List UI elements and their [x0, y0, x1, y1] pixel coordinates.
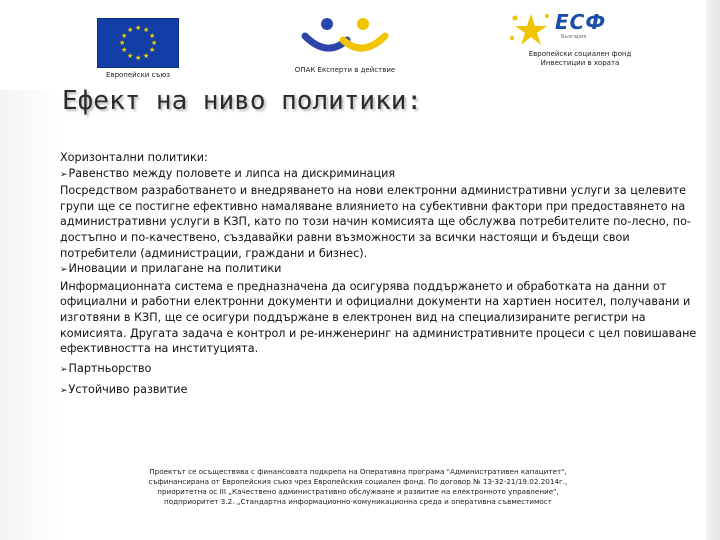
esf-title: ЕСФ [555, 10, 607, 34]
esf-stars-icon [507, 10, 555, 50]
bullet-equality: ➢ Равенство между половете и липса на дискриминация [60, 166, 700, 184]
esf-caption-line-1: Европейски социален фонд [528, 50, 632, 58]
bullet-sustainability: ➢ Устойчиво развитие [60, 382, 700, 400]
left-shadow [0, 90, 60, 540]
logo-header [0, 0, 720, 80]
slide-title: Ефект на ниво политики: [62, 86, 423, 116]
bullet-partnership: ➢ Партньорство [60, 361, 700, 379]
footer-line-4: подприоритет 3.2. „Стандартна информационно-комуникационна среда и оперативна съвместимост [164, 497, 552, 506]
slide-content [60, 150, 700, 400]
esf-caption-line-2: Инвестиции в хората [540, 59, 620, 67]
esf-subtitle: България [561, 34, 587, 40]
bullet-innovation: ➢ Иновации и прилагане на политики [60, 261, 700, 279]
opak-emblem-icon [285, 14, 405, 58]
esf-logo [505, 10, 655, 80]
intro-text: Хоризонтални политики: [60, 151, 208, 164]
footer-line-1: Проектът се осъществява с финансовата подкрепа на Оперативна програма "Административен капацитет", [149, 467, 567, 476]
eu-flag-icon: ★ ★ ★ ★ ★ ★ ★ ★ ★ ★ ★ ★ [97, 18, 179, 68]
footer-line-3: приоритетна ос III „Качествено административно обслужване и развитие на електронното управление", [157, 487, 559, 496]
right-edge-band [706, 0, 720, 540]
opak-logo [285, 14, 405, 78]
footer-note [128, 467, 588, 507]
eu-caption: Европейски съюз [106, 71, 170, 79]
paragraph-innovation: Информационната система е предназначена да осигурява поддържането и обработката на данни от официални и работни електронни документи и официални документи на хартиен носител, получавани и изготвяни в КЗП, ще се осигури поддържане в електронен вид на специализираните регистри на комисията. Другата задача е контрол и ре-инженеринг на административните процеси с цел повишаване ефективността на институцията. [60, 279, 697, 356]
paragraph-equality: Посредством разработването и внедряването на нови електронни административни услуги за целевите групи ще се постигне ефективно намаляване влиянието на субективни фактори при предоставянето на административни услуги в КЗП, като по този начин комисията ще обслужва потребителите по-лесно, по-достъпно и по-качествено, създавайки равни възможности за всички настоящи и бъдещи свои потребители (администрации, граждани и бизнес). [60, 184, 691, 260]
opak-caption: ОПАК Експерти в действие [294, 66, 396, 74]
footer-line-2: съфинансирана от Европейския съюз чрез Европейския социален фонд. По договор № 13-32-21/19.02.2014г., [148, 477, 568, 486]
eu-logo [97, 18, 179, 82]
esf-caption [505, 50, 655, 68]
